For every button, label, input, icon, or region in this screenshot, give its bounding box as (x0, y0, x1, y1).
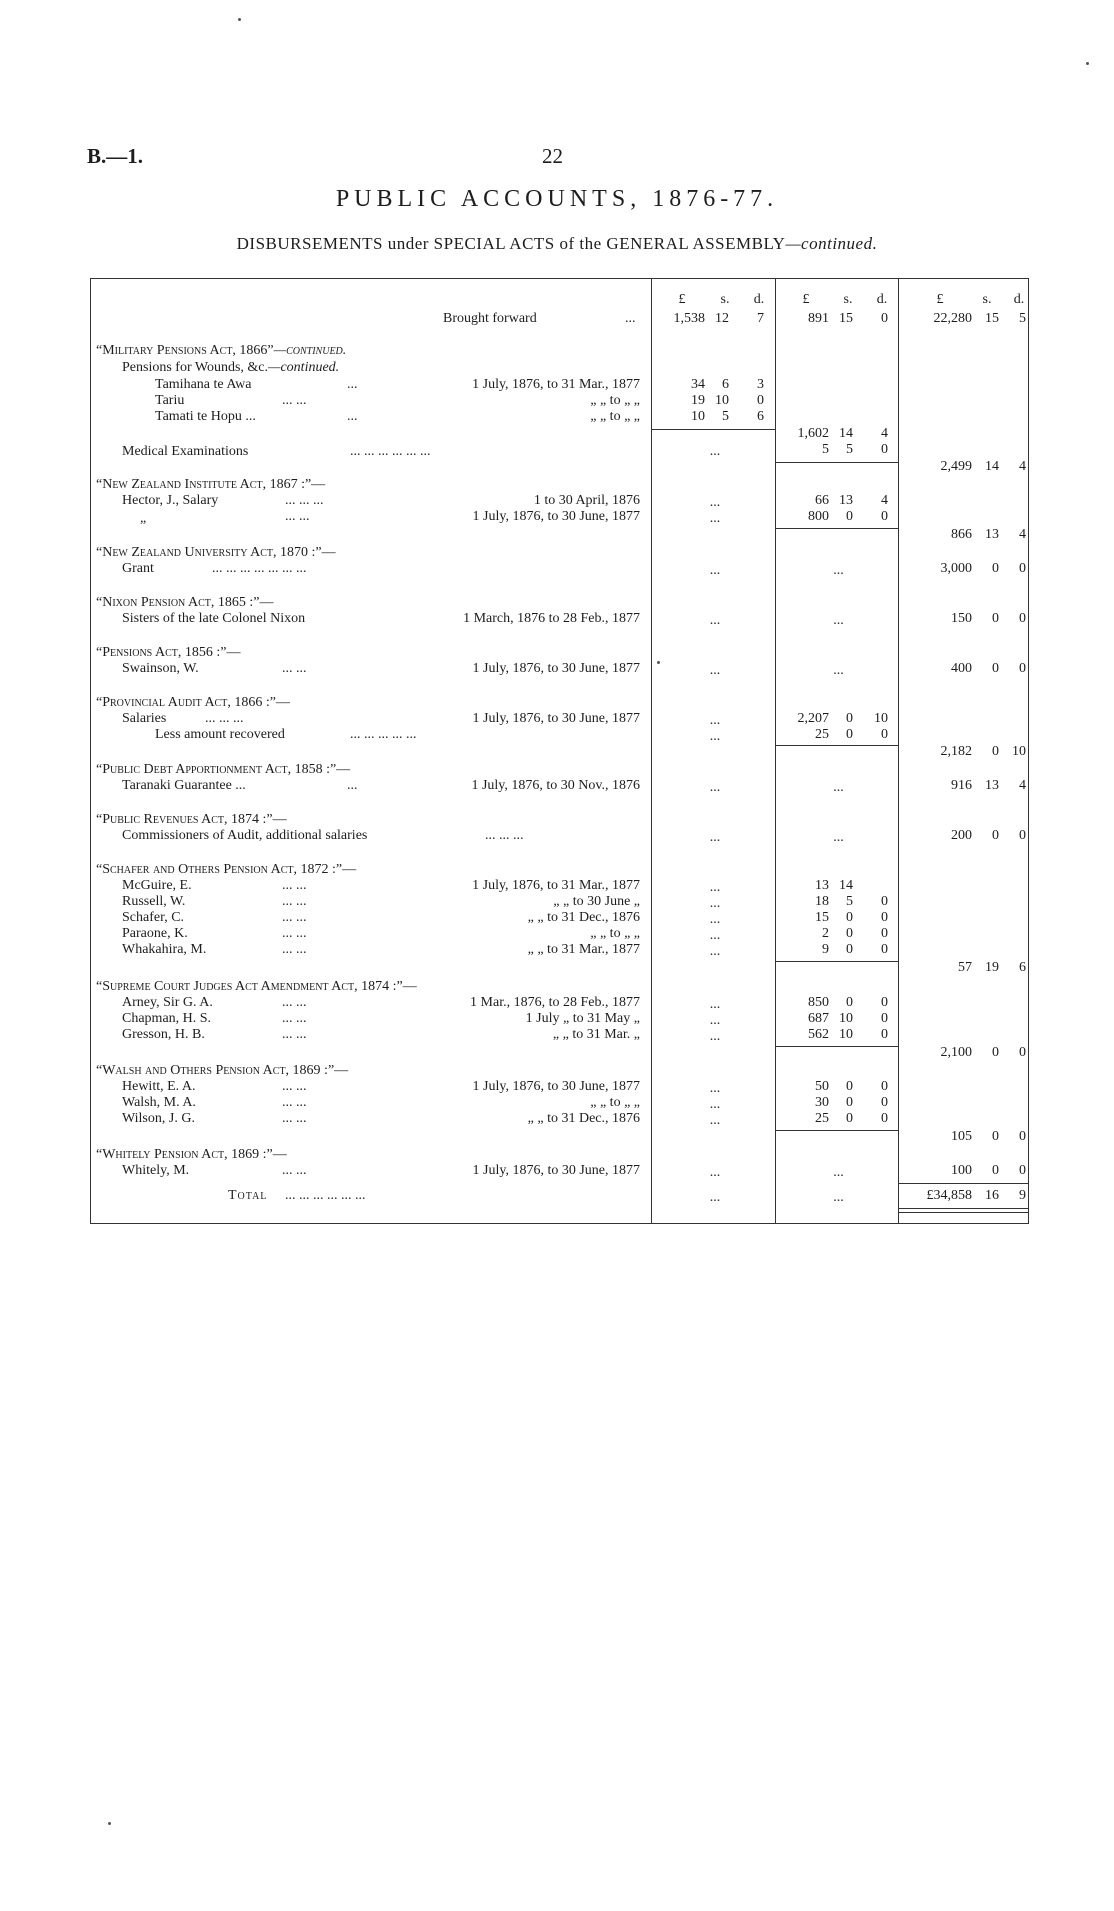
table-row-shillings: 0 (846, 942, 853, 957)
debt-col1: ... (709, 780, 721, 795)
table-row-dots: ... (347, 377, 358, 392)
walsh-total-pounds: 105 (951, 1129, 972, 1144)
table-row-dots: ... ... (282, 926, 307, 941)
military-total-pounds: 2,499 (940, 459, 972, 474)
table-row-pounds: 18 (815, 894, 829, 909)
table-row-dots: ... ... (282, 1027, 307, 1042)
table-row-pounds: 25 (815, 727, 829, 742)
table-row-col1: ... (709, 912, 721, 927)
table-row-pence: 0 (881, 1111, 888, 1126)
subtitle-main: DISBURSEMENTS under SPECIAL ACTS of the GENERAL ASSEMBLY (236, 234, 786, 253)
col1-pence-header: d. (753, 292, 765, 307)
col1-shillings-header: s. (720, 292, 730, 307)
table-row-dots: ... (347, 409, 358, 424)
table-row-dots: ... ... (282, 942, 307, 957)
military-sub-text: Pensions for Wounds, &c. (122, 360, 269, 375)
grand-total-shillings: 16 (985, 1188, 999, 1203)
university-total-pounds: 3,000 (940, 561, 972, 576)
col1-subtotal-rule (651, 429, 775, 430)
brought-forward-col2-pounds: 891 (808, 311, 829, 326)
table-row-name: Walsh, M. A. (122, 1095, 196, 1110)
brought-forward-col1-pounds: 1,538 (673, 311, 705, 326)
table-row-shillings: 0 (846, 1079, 853, 1094)
brought-forward-col1-shillings: 12 (715, 311, 729, 326)
whitely-total-shillings: 0 (992, 1163, 999, 1178)
subtitle-continued: —continued. (785, 234, 878, 253)
table-row-col1: ... (709, 1081, 721, 1096)
revenues-total-pounds: 200 (951, 828, 972, 843)
table-row-pounds: 19 (691, 393, 705, 408)
table-row-period: 1 July, 1876, to 30 June, 1877 (472, 711, 640, 726)
table-row-period: „ „ to 31 Mar., 1877 (527, 942, 640, 957)
column-divider-2 (775, 278, 776, 1224)
schafer-total-pounds: 57 (958, 960, 972, 975)
table-row-period: „ „ to „ „ (590, 1095, 640, 1110)
table-row-period: „ „ to „ „ (590, 393, 640, 408)
nixon-name: Sisters of the late Colonel Nixon (122, 611, 306, 626)
table-row-col1: ... (709, 1013, 721, 1028)
table-row-name: Salaries (122, 711, 167, 726)
table-row-name: Paraone, K. (122, 926, 188, 941)
table-row-col1: ... (709, 1113, 721, 1128)
university-dots: ... ... ... ... ... ... ... (212, 561, 307, 576)
whitely-col2: ... (833, 1165, 844, 1180)
nixon-period: 1 March, 1876 to 28 Feb., 1877 (463, 611, 640, 626)
table-row-shillings: 5 (846, 894, 853, 909)
col2-rule (775, 528, 898, 529)
table-row-dots: ... ... (282, 910, 307, 925)
total-top-rule (898, 1183, 1029, 1184)
nixon-total-shillings: 0 (992, 611, 999, 626)
grand-total-label: Total (228, 1188, 268, 1203)
table-row-pence: 0 (881, 894, 888, 909)
table-row-pounds: 687 (808, 1011, 829, 1026)
table-row-pounds: 66 (815, 493, 829, 508)
col2-rule (775, 1046, 898, 1047)
table-row-col1: ... (709, 944, 721, 959)
table-row-pence: 0 (881, 1095, 888, 1110)
walsh-total-shillings: 0 (992, 1129, 999, 1144)
military-sub-continued: —continued. (268, 360, 340, 375)
table-row-shillings: 0 (846, 1095, 853, 1110)
grand-total-pence: 9 (1019, 1188, 1026, 1203)
table-row-pence: 0 (881, 910, 888, 925)
table-row-dots: ... ... ... ... ... (350, 727, 417, 742)
table-row-period: 1 July, 1876, to 31 Mar., 1877 (472, 878, 640, 893)
medical-shillings: 5 (846, 442, 853, 457)
table-row-col1: ... (709, 896, 721, 911)
col2-pounds-header: £ (802, 292, 810, 307)
table-row-period: „ „ to 31 Mar. „ (552, 1027, 640, 1042)
debt-period: 1 July, 1876, to 30 Nov., 1876 (471, 778, 640, 793)
total-double-rule-upper (898, 1208, 1029, 1209)
pensions-dots: ... ... (282, 661, 307, 676)
column-divider-3 (898, 278, 899, 1224)
col2-rule (775, 1130, 898, 1131)
table-row-col1: ... (709, 928, 721, 943)
schafer-total-pence: 6 (1019, 960, 1026, 975)
table-row-shillings: 13 (839, 493, 853, 508)
whitely-period: 1 July, 1876, to 30 June, 1877 (472, 1163, 640, 1178)
ink-speck (657, 661, 660, 664)
revenues-heading: “Public Revenues Act, 1874 :”— (96, 812, 287, 827)
university-total-shillings: 0 (992, 561, 999, 576)
table-row-pounds: 2 (822, 926, 829, 941)
revenues-total-shillings: 0 (992, 828, 999, 843)
table-row-name: Gresson, H. B. (122, 1027, 205, 1042)
brought-forward-col3-shillings: 15 (985, 311, 999, 326)
table-row-dots: ... ... ... (205, 711, 244, 726)
ink-speck (108, 1822, 111, 1825)
table-row-col1: ... (709, 880, 721, 895)
revenues-name: Commissioners of Audit, additional salaries (122, 828, 368, 843)
schafer-total-shillings: 19 (985, 960, 999, 975)
col1-pounds-header: £ (678, 292, 686, 307)
pensions-total-pounds: 400 (951, 661, 972, 676)
whitely-col1: ... (709, 1165, 721, 1180)
whitely-heading: “Whitely Pension Act, 1869 :”— (96, 1147, 287, 1162)
document-reference: B.—1. (87, 144, 144, 168)
table-row-shillings: 10 (839, 1011, 853, 1026)
brought-forward-col2-shillings: 15 (839, 311, 853, 326)
brought-forward-dots: ... (625, 311, 636, 326)
university-col2: ... (833, 563, 844, 578)
military-subtotal-pence: 4 (881, 426, 888, 441)
audit-total-shillings: 0 (992, 744, 999, 759)
table-row-pounds: 34 (691, 377, 705, 392)
debt-col2: ... (833, 780, 844, 795)
col2-rule (775, 745, 898, 746)
table-row-name: Hewitt, E. A. (122, 1079, 196, 1094)
medical-pence: 0 (881, 442, 888, 457)
table-row-period: 1 July, 1876, to 30 June, 1877 (472, 509, 640, 524)
total-double-rule-lower (898, 1212, 1029, 1213)
debt-total-shillings: 13 (985, 778, 999, 793)
table-row-dots: ... ... (282, 878, 307, 893)
table-row-shillings: 14 (839, 878, 853, 893)
nixon-col1: ... (709, 613, 721, 628)
page-number: 22 (542, 144, 563, 168)
audit-total-pounds: 2,182 (940, 744, 972, 759)
table-row-pence: 0 (881, 1027, 888, 1042)
table-row-pounds: 30 (815, 1095, 829, 1110)
table-row-dots: ... ... ... (285, 493, 324, 508)
table-row-dots: ... ... (282, 894, 307, 909)
table-row-name: Whakahira, M. (122, 942, 207, 957)
table-row-pounds: 25 (815, 1111, 829, 1126)
table-row-name: Less amount recovered (155, 727, 285, 742)
pensions-col1: ... (709, 663, 721, 678)
table-row-shillings: 0 (846, 711, 853, 726)
audit-heading: “Provincial Audit Act, 1866 :”— (96, 695, 290, 710)
judges-total-shillings: 0 (992, 1045, 999, 1060)
table-row-pounds: 562 (808, 1027, 829, 1042)
brought-forward-label: Brought forward (443, 311, 537, 326)
table-row-period: 1 July „ to 31 May „ (525, 1011, 640, 1026)
table-row-pence: 0 (881, 926, 888, 941)
institute-total-pounds: 866 (951, 527, 972, 542)
military-heading-continued: —continued. (273, 343, 347, 358)
table-row-period: 1 Mar., 1876, to 28 Feb., 1877 (470, 995, 640, 1010)
university-total-pence: 0 (1019, 561, 1026, 576)
debt-total-pounds: 916 (951, 778, 972, 793)
grand-total-pounds: £34,858 (926, 1188, 972, 1203)
table-row-pence: 0 (881, 509, 888, 524)
brought-forward-col3-pounds: 22,280 (933, 311, 972, 326)
military-total-pence: 4 (1019, 459, 1026, 474)
medical-col1: ... (709, 444, 721, 459)
table-row-pence: 10 (874, 711, 888, 726)
table-row-shillings: 0 (846, 1111, 853, 1126)
military-heading-text: “Military Pensions Act, 1866” (96, 343, 274, 358)
table-row-dots: ... ... (285, 509, 310, 524)
institute-heading: “New Zealand Institute Act, 1867 :”— (96, 477, 326, 492)
table-row-shillings: 0 (846, 995, 853, 1010)
medical-examinations-dots: ... ... ... ... ... ... (350, 444, 431, 459)
pensions-col2: ... (833, 663, 844, 678)
military-subtotal-shillings: 14 (839, 426, 853, 441)
table-row-name: Arney, Sir G. A. (122, 995, 213, 1010)
table-row-pence: 0 (757, 393, 764, 408)
institute-total-shillings: 13 (985, 527, 999, 542)
debt-name: Taranaki Guarantee ... (122, 778, 246, 793)
page-subtitle (0, 234, 1114, 254)
military-subtotal-pounds: 1,602 (797, 426, 829, 441)
table-row-col1: ... (709, 511, 721, 526)
table-row-pounds: 2,207 (797, 711, 829, 726)
table-row-col1: ... (709, 1029, 721, 1044)
table-row-name: Russell, W. (122, 894, 186, 909)
table-row-col1: ... (709, 495, 721, 510)
col3-pence-header: d. (1013, 292, 1025, 307)
table-row-dots: ... ... (282, 1095, 307, 1110)
table-row-name: Hector, J., Salary (122, 493, 219, 508)
pensions-period: 1 July, 1876, to 30 June, 1877 (472, 661, 640, 676)
grand-total-col1: ... (709, 1190, 721, 1205)
table-row-shillings: 6 (722, 377, 729, 392)
table-row-period: „ „ to „ „ (590, 409, 640, 424)
ink-speck (1086, 62, 1089, 65)
table-row-name: Tariu (155, 393, 185, 408)
table-row-period: 1 July, 1876, to 30 June, 1877 (472, 1079, 640, 1094)
table-row-pence: 0 (881, 942, 888, 957)
table-row-period: „ „ to 31 Dec., 1876 (527, 1111, 640, 1126)
pensions-total-pence: 0 (1019, 661, 1026, 676)
col2-pence-header: d. (876, 292, 888, 307)
university-heading: “New Zealand University Act, 1870 :”— (96, 545, 336, 560)
walsh-heading: “Walsh and Others Pension Act, 1869 :”— (96, 1063, 349, 1078)
table-row-period: 1 to 30 April, 1876 (533, 493, 640, 508)
table-row-shillings: 0 (846, 727, 853, 742)
nixon-total-pence: 0 (1019, 611, 1026, 626)
whitely-total-pounds: 100 (951, 1163, 972, 1178)
table-row-shillings: 10 (839, 1027, 853, 1042)
table-row-pounds: 15 (815, 910, 829, 925)
table-row-name: Tamati te Hopu ... (155, 409, 256, 424)
medical-examinations-label: Medical Examinations (122, 444, 249, 459)
brought-forward-col2-pence: 0 (881, 311, 888, 326)
institute-total-pence: 4 (1019, 527, 1026, 542)
university-grant-label: Grant (122, 561, 154, 576)
nixon-col2: ... (833, 613, 844, 628)
table-row-pounds: 850 (808, 995, 829, 1010)
table-row-dots: ... ... (282, 995, 307, 1010)
table-row-pounds: 50 (815, 1079, 829, 1094)
revenues-col1: ... (709, 830, 721, 845)
table-row-name: Schafer, C. (122, 910, 185, 925)
pensions-heading: “Pensions Act, 1856 :”— (96, 645, 241, 660)
col3-shillings-header: s. (982, 292, 992, 307)
table-row-dots: ... ... (282, 1111, 307, 1126)
col2-shillings-header: s. (843, 292, 853, 307)
col3-pounds-header: £ (936, 292, 944, 307)
medical-pounds: 5 (822, 442, 829, 457)
table-row-pounds: 800 (808, 509, 829, 524)
ink-speck (238, 18, 241, 21)
table-row-col1: ... (709, 997, 721, 1012)
table-row-name: Tamihana te Awa (155, 377, 252, 392)
whitely-total-pence: 0 (1019, 1163, 1026, 1178)
page-title: PUBLIC ACCOUNTS, 1876-77. (335, 186, 779, 212)
judges-total-pounds: 2,100 (940, 1045, 972, 1060)
table-row-period: „ „ to „ „ (590, 926, 640, 941)
table-row-col1: ... (709, 1097, 721, 1112)
table-row-pounds: 9 (822, 942, 829, 957)
judges-total-pence: 0 (1019, 1045, 1026, 1060)
debt-dots: ... (347, 778, 358, 793)
university-col1: ... (709, 563, 721, 578)
table-row-pence: 0 (881, 727, 888, 742)
nixon-heading: “Nixon Pension Act, 1865 :”— (96, 595, 274, 610)
table-row-period: „ „ to 31 Dec., 1876 (527, 910, 640, 925)
whitely-dots: ... ... (282, 1163, 307, 1178)
whitely-name: Whitely, M. (122, 1163, 190, 1178)
grand-total-col2: ... (833, 1190, 844, 1205)
revenues-total-pence: 0 (1019, 828, 1026, 843)
table-row-shillings: 0 (846, 926, 853, 941)
table-row-pence: 0 (881, 995, 888, 1010)
col2-rule (775, 462, 898, 463)
table-row-shillings: 0 (846, 509, 853, 524)
table-row-pence: 0 (881, 1079, 888, 1094)
table-row-pounds: 13 (815, 878, 829, 893)
table-row-dots: ... ... (282, 393, 307, 408)
brought-forward-col1-pence: 7 (757, 311, 764, 326)
table-row-pence: 3 (757, 377, 764, 392)
nixon-total-pounds: 150 (951, 611, 972, 626)
table-row-period: „ „ to 30 June „ (553, 894, 640, 909)
col2-rule (775, 961, 898, 962)
grand-total-dots: ... ... ... ... ... ... (285, 1188, 366, 1203)
table-row-shillings: 5 (722, 409, 729, 424)
table-row-name: McGuire, E. (122, 878, 192, 893)
table-row-pence: 4 (881, 493, 888, 508)
table-row-pence: 0 (881, 1011, 888, 1026)
revenues-col2: ... (833, 830, 844, 845)
pensions-name: Swainson, W. (122, 661, 199, 676)
debt-heading: “Public Debt Apportionment Act, 1858 :”— (96, 762, 351, 777)
military-subheading (122, 360, 339, 376)
table-row-pence: 6 (757, 409, 764, 424)
table-row-name: Chapman, H. S. (122, 1011, 212, 1026)
table-row-dots: ... ... (282, 1011, 307, 1026)
table-row-col1: ... (709, 713, 721, 728)
schafer-heading: “Schafer and Others Pension Act, 1872 :”— (96, 862, 357, 877)
military-pensions-heading (96, 343, 346, 359)
brought-forward-col3-pence: 5 (1019, 311, 1026, 326)
audit-total-pence: 10 (1012, 744, 1026, 759)
table-row-pounds: 10 (691, 409, 705, 424)
walsh-total-pence: 0 (1019, 1129, 1026, 1144)
table-row-col1: ... (709, 729, 721, 744)
table-row-dots: ... ... (282, 1079, 307, 1094)
table-row-period: 1 July, 1876, to 31 Mar., 1877 (472, 377, 640, 392)
judges-heading: “Supreme Court Judges Act Amendment Act, 1874 :”— (96, 979, 417, 994)
table-row-shillings: 0 (846, 910, 853, 925)
revenues-dots: ... ... ... (485, 828, 524, 843)
table-row-shillings: 10 (715, 393, 729, 408)
table-row-name: „ (140, 511, 147, 526)
pensions-total-shillings: 0 (992, 661, 999, 676)
military-total-shillings: 14 (985, 459, 999, 474)
debt-total-pence: 4 (1019, 778, 1026, 793)
column-divider-1 (651, 278, 652, 1224)
table-row-name: Wilson, J. G. (122, 1111, 195, 1126)
